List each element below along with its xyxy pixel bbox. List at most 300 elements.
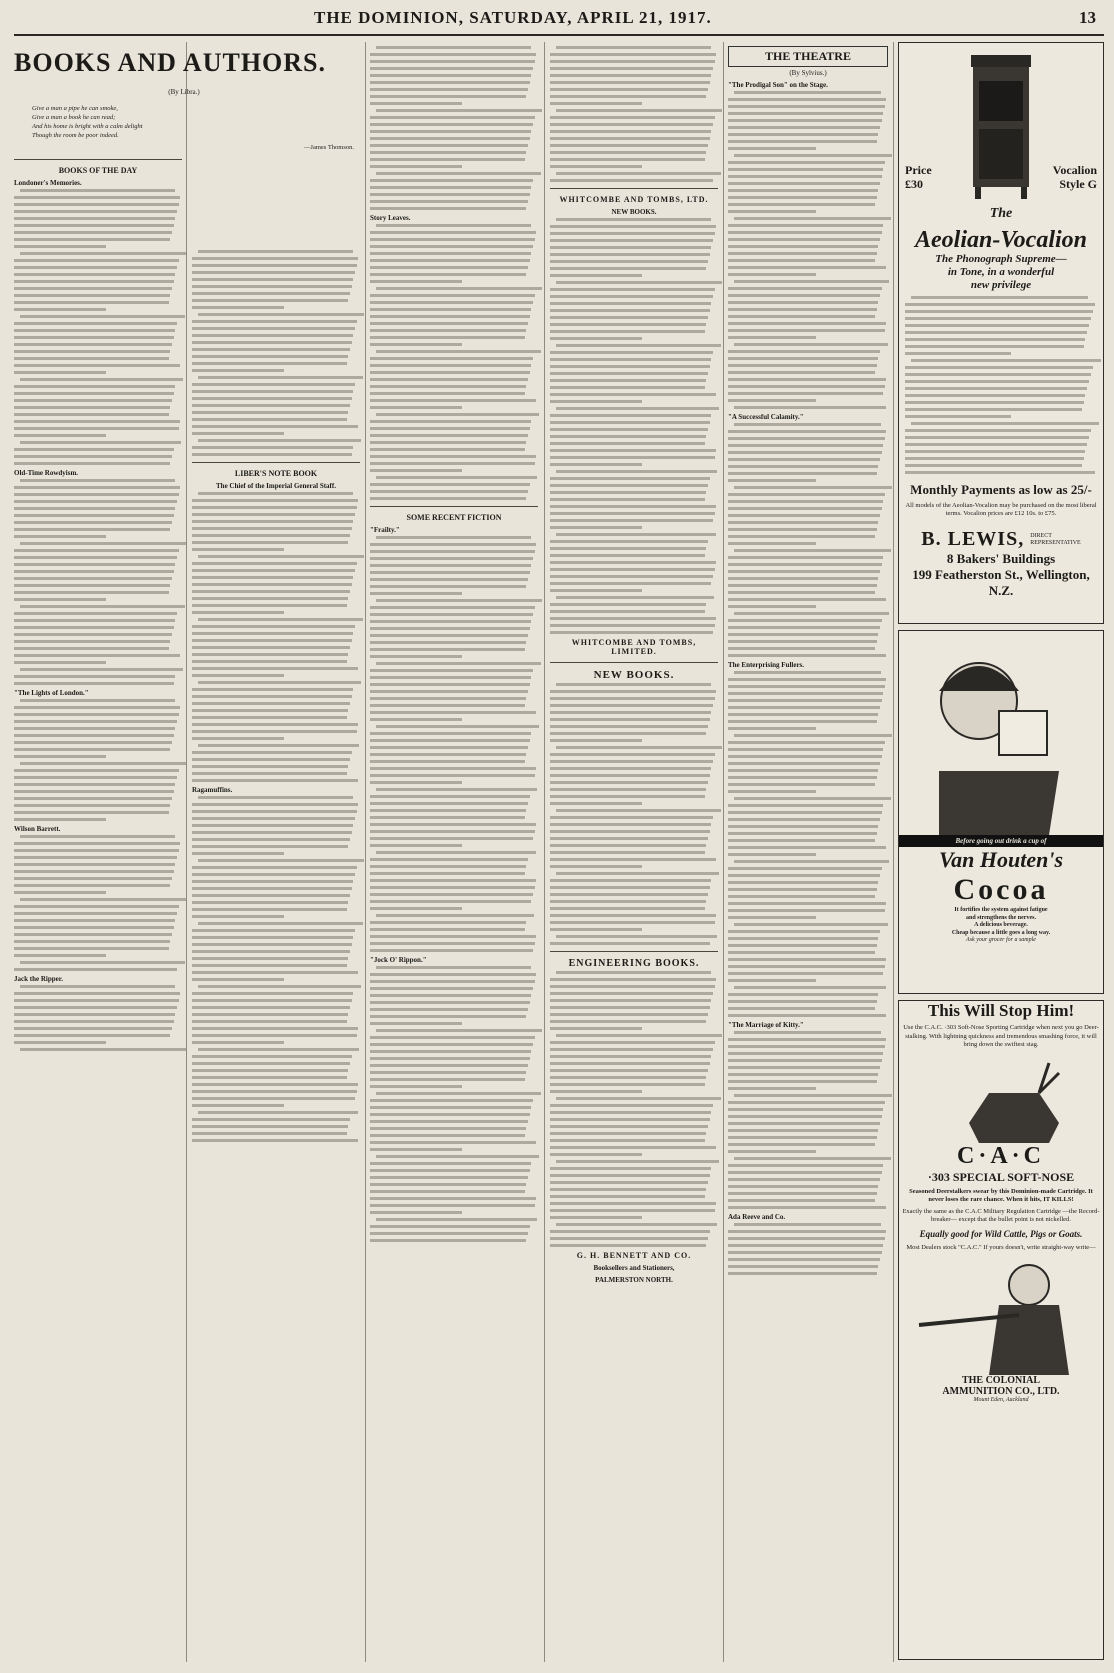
text-line — [550, 60, 715, 63]
text-line — [192, 1041, 284, 1044]
text-line — [556, 1160, 719, 1163]
text-line — [556, 281, 722, 284]
text-line — [550, 760, 713, 763]
text-line — [550, 302, 711, 305]
text-line — [370, 483, 530, 486]
column-rule — [365, 42, 366, 1662]
text-line — [734, 91, 881, 94]
text-line — [728, 168, 883, 171]
theatre-heading: THE THEATRE — [728, 46, 888, 67]
text-line — [14, 535, 106, 538]
text-line — [192, 390, 353, 393]
text-line — [370, 490, 528, 493]
text-line — [14, 462, 170, 465]
text-line — [376, 851, 536, 854]
section-heading: Londoner's Memories. — [14, 179, 82, 187]
text-line — [370, 130, 531, 133]
text-line — [370, 336, 525, 339]
text-line — [734, 217, 891, 220]
text-line — [370, 613, 533, 616]
text-line — [370, 872, 525, 875]
text-line — [192, 817, 355, 820]
article-text — [550, 46, 718, 182]
text-line — [728, 392, 883, 395]
text-line — [728, 210, 816, 213]
section-heading: The Enterprising Fullers. — [728, 661, 805, 669]
text-line — [550, 992, 713, 995]
text-line — [370, 53, 536, 56]
text-line — [14, 619, 175, 622]
text-line — [734, 486, 892, 489]
text-line — [550, 739, 642, 742]
text-line — [370, 144, 528, 147]
text-line — [728, 112, 883, 115]
text-line — [550, 81, 710, 84]
text-line — [192, 737, 284, 740]
cac-product: ·303 SPECIAL SOFT-NOSE — [927, 1169, 1075, 1184]
article-text — [728, 1223, 888, 1275]
text-line — [370, 364, 531, 367]
text-line — [14, 811, 169, 814]
libers-note-heading: LIBER'S NOTE BOOK — [234, 469, 318, 478]
text-line — [192, 534, 350, 537]
text-line — [14, 954, 106, 957]
text-line — [192, 674, 284, 677]
text-line — [376, 788, 537, 791]
text-line — [550, 330, 705, 333]
text-line — [728, 1258, 880, 1261]
text-line — [550, 788, 706, 791]
text-line — [728, 881, 878, 884]
text-line — [728, 301, 878, 304]
text-line — [192, 541, 348, 544]
text-line — [192, 765, 348, 768]
text-line — [192, 506, 357, 509]
section-heading: "The Prodigal Son" on the Stage. — [728, 81, 828, 89]
price-label: Price — [905, 163, 932, 177]
verse-line: Give a man a book he can read; — [32, 114, 116, 121]
text-line — [728, 528, 877, 531]
text-line — [550, 102, 642, 105]
text-line — [550, 718, 710, 721]
text-line — [728, 308, 877, 311]
text-line — [728, 598, 886, 601]
text-line — [550, 999, 711, 1002]
text-line — [550, 732, 706, 735]
text-line — [550, 288, 715, 291]
text-line — [370, 690, 528, 693]
text-line — [728, 958, 886, 961]
text-line — [728, 1014, 886, 1017]
text-line — [728, 514, 880, 517]
text-line — [728, 371, 875, 374]
cac-body: Seasoned Deerstalkers swear by this Dominion-made Cartridge. It never loses the rare chance. When it hits, IT KILLS! — [909, 1187, 1093, 1203]
text-line — [728, 430, 886, 433]
text-line — [728, 458, 880, 461]
text-line — [370, 252, 531, 255]
text-line — [370, 795, 530, 798]
text-line — [370, 301, 533, 304]
text-line — [550, 575, 713, 578]
text-line — [728, 972, 883, 975]
text-line — [376, 1218, 537, 1221]
text-line — [370, 238, 535, 241]
text-line — [370, 88, 528, 91]
text-line — [370, 67, 533, 70]
text-line — [550, 830, 710, 833]
section-heading: "Jock O' Rippon." — [370, 956, 427, 964]
text-line — [14, 549, 179, 552]
text-line — [556, 533, 716, 536]
text-line — [550, 1055, 711, 1058]
text-line — [728, 1087, 816, 1090]
text-line — [198, 681, 361, 684]
text-line — [550, 865, 642, 868]
text-line — [192, 730, 357, 733]
text-line — [550, 978, 716, 981]
text-line — [370, 1050, 531, 1053]
text-line — [905, 352, 1011, 355]
text-line — [728, 1115, 882, 1118]
text-line — [550, 893, 708, 896]
column-3 — [370, 46, 538, 1666]
tagline: The Phonograph Supreme— — [935, 253, 1067, 265]
tagline: new privilege — [970, 279, 1032, 291]
text-line — [550, 1062, 710, 1065]
text-line — [14, 682, 174, 685]
text-line — [14, 968, 177, 971]
text-line — [376, 476, 537, 479]
text-line — [198, 922, 363, 925]
text-line — [550, 1209, 715, 1212]
text-line — [376, 109, 542, 112]
text-line — [370, 928, 525, 931]
text-line — [192, 257, 358, 260]
text-line — [192, 845, 348, 848]
text-line — [550, 137, 710, 140]
article-text — [728, 423, 888, 657]
text-line — [905, 436, 1089, 439]
text-line — [550, 1167, 711, 1170]
text-line — [370, 1204, 535, 1207]
drinking-man-illustration — [899, 631, 1103, 835]
text-line — [192, 341, 352, 344]
text-line — [370, 1022, 462, 1025]
price-block — [905, 163, 932, 191]
text-line — [14, 322, 177, 325]
lewis-name: B. LEWIS, — [921, 528, 1025, 550]
text-line — [728, 357, 878, 360]
text-line — [550, 435, 706, 438]
text-line — [198, 618, 363, 621]
text-line — [728, 1199, 875, 1202]
text-line — [192, 432, 284, 435]
text-line — [14, 336, 174, 339]
text-line — [550, 1111, 711, 1114]
model-name: Vocalion — [1052, 163, 1097, 177]
text-line — [14, 713, 179, 716]
vh-product: Cocoa — [953, 873, 1049, 906]
text-line — [728, 1143, 875, 1146]
text-line — [550, 484, 708, 487]
text-line — [370, 592, 462, 595]
text-line — [370, 1127, 526, 1130]
text-line — [192, 1083, 358, 1086]
text-line — [728, 678, 886, 681]
text-line — [728, 867, 882, 870]
text-line — [734, 1094, 892, 1097]
text-line — [370, 907, 462, 910]
text-line — [905, 324, 1089, 327]
article-text — [728, 91, 888, 409]
text-line — [550, 858, 716, 861]
divider — [550, 662, 718, 663]
text-line — [370, 753, 526, 756]
text-line — [728, 1059, 882, 1062]
text-line — [376, 1092, 541, 1095]
article-text — [370, 966, 538, 1242]
text-line — [550, 1027, 642, 1030]
text-line — [14, 1013, 175, 1016]
text-line — [192, 527, 352, 530]
text-line — [192, 702, 350, 705]
text-line — [370, 760, 525, 763]
text-line — [728, 916, 816, 919]
text-line — [728, 762, 880, 765]
text-line — [905, 408, 1082, 411]
article-text — [370, 224, 538, 500]
bookseller-town: PALMERSTON NORTH. — [595, 1276, 673, 1284]
text-line — [376, 536, 531, 539]
text-line — [370, 1071, 526, 1074]
text-line — [550, 379, 706, 382]
text-line — [370, 949, 533, 952]
text-line — [728, 1038, 886, 1041]
text-line — [550, 116, 715, 119]
text-line — [550, 610, 705, 613]
text-line — [192, 397, 352, 400]
text-line — [192, 1139, 358, 1142]
text-line — [14, 884, 170, 887]
text-line — [728, 472, 877, 475]
section-heading: Old-Time Rowdyism. — [14, 469, 79, 477]
text-line — [14, 406, 170, 409]
text-line — [728, 556, 883, 559]
text-line — [14, 413, 169, 416]
text-line — [550, 725, 708, 728]
page-number: 13 — [1079, 8, 1096, 27]
text-line — [14, 434, 106, 437]
bookseller-sub: Booksellers and Stationers, — [593, 1264, 675, 1272]
text-line — [14, 661, 106, 664]
text-line — [14, 1041, 106, 1044]
text-line — [550, 781, 708, 784]
text-line — [192, 660, 347, 663]
text-line — [556, 971, 711, 974]
text-line — [728, 1000, 877, 1003]
text-line — [192, 838, 350, 841]
lewis-role-line: REPRESENTATIVE — [1030, 539, 1081, 546]
text-line — [370, 1085, 462, 1088]
column-rule — [723, 42, 724, 1662]
text-line — [192, 292, 350, 295]
text-line — [905, 387, 1087, 390]
text-line — [550, 74, 711, 77]
text-line — [550, 274, 642, 277]
text-line — [370, 1120, 528, 1123]
text-line — [370, 1099, 533, 1102]
text-line — [550, 165, 642, 168]
text-line — [192, 943, 352, 946]
text-line — [550, 603, 706, 606]
text-line — [728, 577, 878, 580]
text-line — [728, 140, 877, 143]
text-line — [14, 196, 180, 199]
text-line — [14, 280, 174, 283]
text-line — [550, 1230, 710, 1233]
text-line — [550, 67, 713, 70]
text-line — [192, 411, 348, 414]
text-line — [14, 727, 175, 730]
text-line — [370, 711, 536, 714]
text-line — [728, 937, 878, 940]
divider — [192, 462, 360, 463]
text-line — [734, 860, 889, 863]
text-line — [14, 493, 179, 496]
text-line — [192, 779, 358, 782]
text-line — [370, 837, 533, 840]
text-line — [550, 158, 705, 161]
text-line — [550, 1132, 706, 1135]
text-line — [550, 316, 708, 319]
text-line — [550, 519, 713, 522]
tagline: in Tone, in a wonderful — [947, 266, 1055, 278]
text-line — [550, 421, 710, 424]
text-line — [550, 491, 706, 494]
article-text — [192, 492, 360, 782]
text-line — [550, 351, 713, 354]
text-line — [370, 116, 535, 119]
text-line — [550, 1146, 716, 1149]
text-line — [556, 809, 721, 812]
text-line — [192, 810, 357, 813]
text-line — [728, 385, 885, 388]
text-line — [728, 1244, 883, 1247]
text-line — [20, 668, 183, 671]
text-line — [728, 626, 880, 629]
text-line — [370, 1134, 525, 1137]
vh-top-line: Before going out drink a cup of — [899, 835, 1103, 847]
text-line — [728, 231, 882, 234]
text-line — [192, 611, 284, 614]
text-line — [20, 441, 181, 444]
text-line — [14, 849, 179, 852]
text-line — [550, 816, 713, 819]
text-line — [192, 873, 355, 876]
text-line — [728, 979, 816, 982]
text-line — [905, 429, 1091, 432]
text-line — [198, 1048, 359, 1051]
text-line — [550, 837, 708, 840]
text-line — [550, 554, 705, 557]
text-line — [728, 1066, 880, 1069]
text-line — [370, 186, 531, 189]
text-line — [550, 547, 706, 550]
text-line — [728, 196, 877, 199]
text-line — [192, 758, 350, 761]
text-line — [550, 928, 642, 931]
text-line — [370, 74, 531, 77]
text-line — [550, 123, 713, 126]
text-line — [192, 887, 352, 890]
text-line — [728, 315, 875, 318]
text-line — [370, 308, 531, 311]
text-line — [192, 327, 355, 330]
text-line — [728, 329, 885, 332]
text-line — [192, 278, 353, 281]
ad-body-text — [899, 292, 1103, 482]
text-line — [14, 385, 175, 388]
text-line — [370, 259, 530, 262]
text-line — [728, 1073, 878, 1076]
text-line — [550, 365, 710, 368]
text-line — [734, 1223, 881, 1226]
text-line — [550, 704, 713, 707]
text-line — [14, 556, 177, 559]
text-line — [728, 909, 885, 912]
text-line — [370, 200, 528, 203]
text-line — [550, 1244, 706, 1247]
text-line — [550, 540, 708, 543]
text-line — [728, 647, 875, 650]
text-line — [198, 1111, 358, 1114]
section-heading: "The Lights of London." — [14, 689, 89, 697]
text-line — [550, 617, 716, 620]
text-line — [14, 203, 179, 206]
text-line — [370, 1106, 531, 1109]
text-line — [370, 669, 533, 672]
text-line — [370, 385, 526, 388]
text-line — [550, 1118, 710, 1121]
text-line — [728, 853, 816, 856]
text-line — [728, 563, 882, 566]
text-line — [550, 179, 713, 182]
text-line — [728, 769, 878, 772]
text-line — [192, 751, 352, 754]
text-line — [14, 455, 172, 458]
text-line — [370, 550, 535, 553]
text-line — [192, 446, 353, 449]
cac-intro: Use the C.A.C. ·303 Soft-Nose Sporting Cartridge when next you go Deer-stalking. With lightning quickness and tremendous smashing force, it will bring down the swiftest stag. — [903, 1024, 1099, 1048]
text-line — [14, 294, 170, 297]
publisher-heading: WHITCOMBE AND TOMBS, LTD. — [559, 195, 709, 204]
text-line — [728, 1230, 886, 1233]
text-line — [370, 1036, 535, 1039]
text-line — [14, 626, 174, 629]
text-line — [728, 336, 816, 339]
section-heading: "Frailty." — [370, 526, 400, 534]
text-line — [192, 1125, 348, 1128]
text-line — [728, 133, 878, 136]
text-line — [192, 264, 357, 267]
model-style: Style G — [1059, 177, 1097, 191]
text-line — [734, 612, 889, 615]
text-line — [905, 457, 1084, 460]
text-line — [192, 929, 355, 932]
divider — [14, 159, 182, 160]
text-line — [550, 795, 705, 798]
text-line — [14, 647, 169, 650]
